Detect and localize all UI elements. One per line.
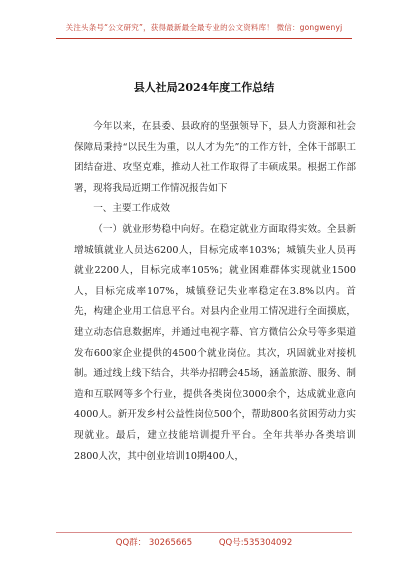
document-body <box>74 117 356 467</box>
header-divider <box>56 38 352 39</box>
footer-qq-number: QQ号:535304092 <box>218 538 293 548</box>
footer-qq-group: QQ群： 30265665 <box>115 538 193 548</box>
footer-contact <box>0 536 408 548</box>
header-promo-note: 关注头条号“公文研究”，获得最新最全最专业的公文资料库！ 微信：gongwenyj <box>65 23 343 32</box>
intro-paragraph: 今年以来，在县委、县政府的坚强领导下，县人力资源和社会保障局秉持“以民生为重，以人才为先”的工作方针，全体干部职工团结奋进、攻坚克难，推动人社工作取得了丰硕成果。根据工作部署，现将我局近期工作情况报告如下 <box>74 121 356 194</box>
document-title: 县人社局2024年度工作总结 <box>133 81 275 94</box>
employment-paragraph: （一）就业形势稳中向好。在稳定就业方面取得实效。全县新增城镇就业人员达6200人，目标完成率103%；城镇失业人员再就业2200人，目标完成率105%；就业困难群体实现就业1500人，目标完成率107%，城镇登记失业率稳定在3.8%以内。首先，构建企业用工信息平台。对县内企业用工情况进行全面摸底，建立动态信息数据库，并通过电视字幕、官方微信公众号等多渠道发布600家企业提供的4500个就业岗位。其次，巩固就业对接机制。通过线上线下结合，共举办招聘会45场，涵盖旅游、服务、制造和互联网等多个行业，提供各类岗位3000余个，达成就业意向4000人。新开发乡村公益性岗位500个，帮助800名贫困劳动力实现就业。最后，建立技能培训提升平台。全年共举办各类培训2800人次，其中创业培训10期400人， <box>74 223 356 462</box>
footer-divider <box>56 532 352 533</box>
section-heading: 一、主要工作成效 <box>93 203 170 215</box>
